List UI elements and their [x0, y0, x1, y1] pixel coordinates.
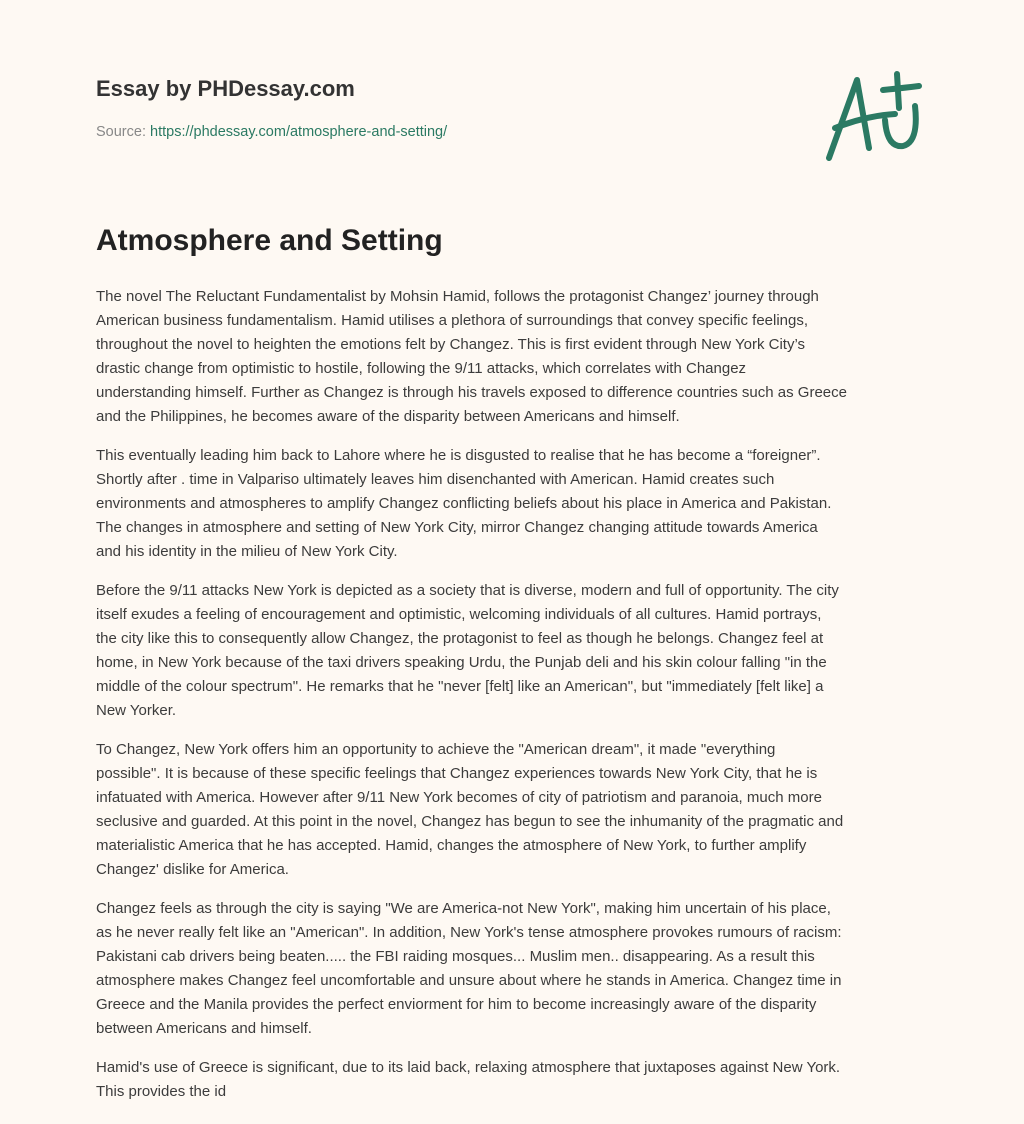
source-label: Source:: [96, 124, 146, 140]
article-paragraph: [96, 579, 936, 723]
paragraph-line: throughout the novel to heighten the emotions felt by Changez. This is first evident through New York City’s: [96, 336, 806, 353]
paragraph-line: environments and atmospheres to amplify Changez conflicting beliefs about his place in America and Pakistan.: [96, 495, 832, 512]
source-link[interactable]: https://phdessay.com/atmosphere-and-setting/: [150, 124, 448, 140]
paragraph-line: New Yorker.: [96, 702, 177, 719]
paragraph-line: drastic change from optimistic to hostile, following the 9/11 attacks, which correlates with Changez: [96, 360, 747, 377]
paragraph-line: the city like this to consequently allow Changez, the protagonist to feel as though he belongs. Changez feel at: [96, 630, 824, 647]
paragraph-line: possible". It is because of these specific feelings that Changez experiences towards New York City, that he is: [96, 765, 818, 782]
article-paragraph: [96, 285, 936, 429]
source-line: [96, 124, 447, 140]
site-title: Essay by PHDessay.com: [96, 76, 355, 101]
paragraph-line: Hamid's use of Greece is significant, due to its laid back, relaxing atmosphere that juxtaposes against New York.: [96, 1059, 841, 1076]
article-paragraph: [96, 897, 936, 1041]
paragraph-line: infatuated with America. However after 9/11 New York becomes of city of patriotism and paranoia, much more: [96, 789, 822, 806]
paragraph-line: itself exudes a feeling of encouragement and optimistic, welcoming individuals of all cultures. Hamid portrays,: [96, 606, 822, 623]
paragraph-line: The novel The Reluctant Fundamentalist by Mohsin Hamid, follows the protagonist Changez’ journey through: [96, 288, 819, 305]
paragraph-line: materialistic America that he has accepted. Hamid, changes the atmosphere of New York, to further amplify: [96, 837, 807, 854]
paragraph-line: American business fundamentalism. Hamid utilises a plethora of surroundings that convey specific feelings,: [96, 312, 809, 329]
article-paragraph: [96, 444, 936, 564]
article-paragraph: [96, 1056, 936, 1104]
paragraph-line: This eventually leading him back to Lahore where he is disgusted to realise that he has become a “foreigner”.: [96, 447, 821, 464]
paragraph-line: and the Philippines, he becomes aware of the disparity between Americans and himself.: [96, 408, 680, 425]
a-plus-logo-icon: [815, 68, 930, 168]
paragraph-line: seclusive and guarded. At this point in the novel, Changez has begun to see the inhumanity of the pragmatic and: [96, 813, 844, 830]
paragraph-line: between Americans and himself.: [96, 1020, 312, 1037]
paragraph-line: Greece and the Manila provides the perfect enviorment for him to become increasingly aware of the disparity: [96, 996, 817, 1013]
paragraph-line: Before the 9/11 attacks New York is depicted as a society that is diverse, modern and full of opportunity. The city: [96, 582, 839, 599]
paragraph-line: atmosphere makes Changez feel uncomfortable and unsure about where he stands in America. Changez time in: [96, 972, 842, 989]
paragraph-line: Changez' dislike for America.: [96, 861, 289, 878]
paragraph-line: The changes in atmosphere and setting of New York City, mirror Changez changing attitude towards America: [96, 519, 818, 536]
article-body: [96, 285, 936, 1119]
paragraph-line: home, in New York because of the taxi drivers speaking Urdu, the Punjab deli and his skin colour falling "in the: [96, 654, 827, 671]
paragraph-line: This provides the id: [96, 1083, 227, 1100]
paragraph-line: understanding himself. Further as Changez is through his travels exposed to difference countries such as Greece: [96, 384, 847, 401]
article-paragraph: [96, 738, 936, 882]
paragraph-line: and his identity in the milieu of New York City.: [96, 543, 398, 560]
paragraph-line: middle of the colour spectrum". He remarks that he "never [felt] like an American", but "immediately [felt like] a: [96, 678, 824, 695]
paragraph-line: Pakistani cab drivers being beaten..... the FBI raiding mosques... Muslim men.. disappearing. As a result this: [96, 948, 815, 965]
article-title: Atmosphere and Setting: [96, 224, 443, 257]
paragraph-line: To Changez, New York offers him an opportunity to achieve the "American dream", it made "everything: [96, 741, 776, 758]
paragraph-line: Changez feels as through the city is saying "We are America-not New York", making him uncertain of his place,: [96, 900, 831, 917]
paragraph-line: Shortly after . time in Valpariso ultimately leaves him disenchanted with American. Hamid creates such: [96, 471, 775, 488]
paragraph-line: as he never really felt like an "American". In addition, New York's tense atmosphere provokes rumours of racism:: [96, 924, 842, 941]
